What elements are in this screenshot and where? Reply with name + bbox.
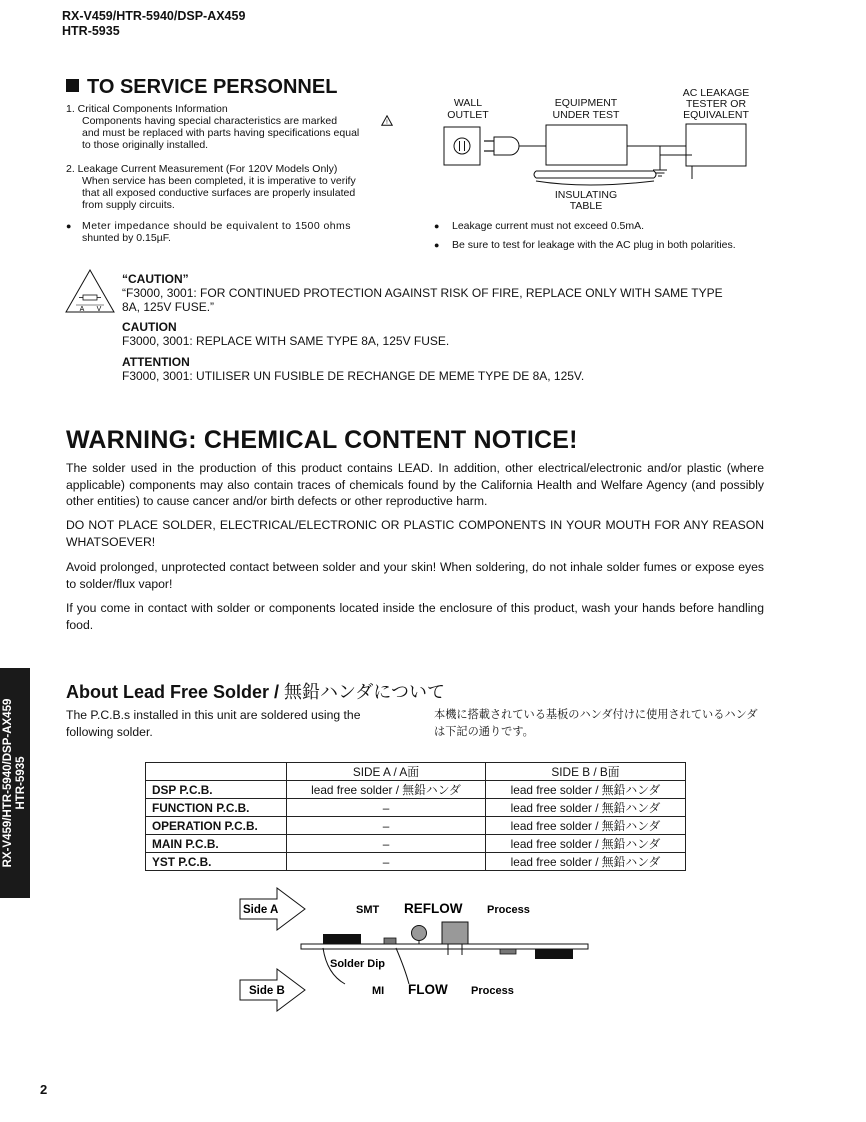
- model-line-1: RX-V459/HTR-5940/DSP-AX459: [62, 9, 246, 23]
- warning-paragraph-4: If you come in contact with solder or components located inside the enclosure of this product, wash your hands before handling food.: [66, 601, 764, 632]
- fuse-caution-icon: [64, 268, 116, 314]
- process-a-label: Process: [487, 904, 530, 916]
- pcb-name-cell: OPERATION P.C.B.: [146, 817, 287, 835]
- lead-free-title: [66, 678, 445, 704]
- lead-free-intro-en: [66, 707, 360, 741]
- leakage-note-2: [434, 239, 774, 251]
- table-header-row: [146, 763, 686, 781]
- side-a-cell: –: [287, 835, 486, 853]
- intro-en-line1: The P.C.B.s installed in this unit are soldered using the: [66, 708, 361, 722]
- smt-label: SMT: [356, 904, 380, 916]
- reflow-label: REFLOW: [404, 901, 463, 916]
- table-row: [146, 799, 686, 817]
- intro-jp-line2: は下記の通りです。: [434, 726, 534, 738]
- item2-heading: 2. Leakage Current Measurement (For 120V Models Only): [66, 163, 338, 175]
- side-a-label: Side A: [243, 904, 279, 916]
- equivalent-label: EQUIVALENT: [683, 109, 749, 121]
- item2-body: [66, 175, 406, 211]
- leakage-measurement-item: [66, 163, 406, 211]
- warning-triangle-icon: [381, 115, 393, 126]
- service-title-text: TO SERVICE PERSONNEL: [87, 76, 338, 98]
- table-row: [146, 817, 686, 835]
- table-row: [146, 835, 686, 853]
- warning-paragraph-2: DO NOT PLACE SOLDER, ELECTRICAL/ELECTRONIC OR PLASTIC COMPONENTS IN YOUR MOUTH FOR ANY REASON WHATSOEVER!: [66, 518, 764, 549]
- side-model-tab: [0, 668, 30, 898]
- equipment-under-test-box: [546, 125, 627, 165]
- solder-dip-label: Solder Dip: [330, 958, 386, 970]
- ac-plug-icon: [484, 137, 519, 155]
- caution-heading-1: “CAUTION”: [122, 272, 189, 286]
- bullet1-line1: Meter impedance should be equivalent to 1500 ohms: [82, 220, 351, 232]
- leakage-test-diagram: [430, 82, 770, 214]
- fuse-icon-a-label: A: [79, 306, 85, 313]
- solder-process-diagram: [235, 884, 605, 1012]
- warning-paragraph-3: Avoid prolonged, unprotected contact between solder and your skin! When soldering, do not inhale solder fumes or expose eyes to solder/flux vapor!: [66, 560, 764, 591]
- flow-label: FLOW: [408, 982, 448, 997]
- wall-outlet-box: [444, 127, 480, 165]
- side-a-cell: –: [287, 853, 486, 871]
- critical-components-item: [66, 103, 396, 151]
- side-a-cell: –: [287, 817, 486, 835]
- insulating-label: INSULATING: [554, 189, 618, 201]
- item2-line3: from supply circuits.: [82, 199, 175, 211]
- header-blank-cell: [146, 763, 287, 781]
- table-row: [146, 853, 686, 871]
- caution-text-2: F3000, 3001: REPLACE WITH SAME TYPE 8A, 125V FUSE.: [122, 334, 450, 348]
- pcb-name-cell: MAIN P.C.B.: [146, 835, 287, 853]
- intro-en-line2: following solder.: [66, 725, 153, 739]
- item1-line2: and must be replaced with parts having specifications equal: [82, 127, 360, 139]
- side-tab-line2: HTR-5935: [15, 756, 27, 810]
- svg-text:!: !: [386, 120, 388, 126]
- document-header: [62, 9, 245, 39]
- table-row: [146, 781, 686, 799]
- lead-free-intro-jp: [434, 707, 758, 741]
- bullet-dot-icon: ●: [434, 221, 440, 231]
- bullet-dot-icon: ●: [434, 240, 440, 250]
- caution-text-1b: 8A, 125V FUSE.”: [122, 300, 215, 314]
- caution-notes: [122, 272, 723, 383]
- side-b-cell: lead free solder / 無鉛ハンダ: [486, 781, 686, 799]
- pcb-name-cell: YST P.C.B.: [146, 853, 287, 871]
- meter-impedance-bullet: [66, 220, 406, 244]
- header-side-b: SIDE B / B面: [486, 763, 686, 781]
- ac-leakage-label: AC LEAKAGE: [682, 87, 750, 99]
- mi-label: MI: [372, 985, 385, 997]
- item1-line3: to those originally installed.: [82, 139, 209, 151]
- warning-title: WARNING: CHEMICAL CONTENT NOTICE!: [66, 426, 578, 454]
- fuse-icon-v-label: V: [96, 306, 102, 313]
- item1-line1: Components having special characteristics are marked: [82, 115, 338, 127]
- lead-free-title-jp: 無鉛ハンダについて: [284, 682, 445, 702]
- tester-or-label: TESTER OR: [685, 98, 747, 110]
- item2-line1: When service has been completed, it is imperative to verify: [82, 175, 356, 187]
- side-a-cell: –: [287, 799, 486, 817]
- outlet-socket-icon: [454, 138, 470, 154]
- attention-text: F3000, 3001: UTILISER UN FUSIBLE DE RECHANGE DE MEME TYPE DE 8A, 125V.: [122, 369, 585, 383]
- pcb-board-shape: [301, 922, 588, 959]
- side-tab-text: [2, 699, 28, 868]
- side-b-cell: lead free solder / 無鉛ハンダ: [486, 835, 686, 853]
- under-test-label: UNDER TEST: [552, 109, 620, 121]
- equipment-label: EQUIPMENT: [554, 97, 618, 109]
- diagram-notes: [434, 220, 774, 251]
- process-b-label: Process: [471, 985, 514, 997]
- solder-table: [145, 762, 686, 871]
- leakage-note-2-text: Be sure to test for leakage with the AC plug in both polarities.: [452, 239, 736, 251]
- lead-free-title-en: About Lead Free Solder /: [66, 682, 285, 702]
- item2-line2: that all exposed conductive surfaces are properly insulated: [82, 187, 356, 199]
- item1-body: [66, 115, 396, 151]
- side-b-cell: lead free solder / 無鉛ハンダ: [486, 799, 686, 817]
- ac-leakage-tester-box: [686, 124, 746, 166]
- bullet-dot-icon: ●: [66, 221, 72, 231]
- page-number: 2: [40, 1082, 48, 1097]
- side-b-cell: lead free solder / 無鉛ハンダ: [486, 817, 686, 835]
- leakage-note-1-text: Leakage current must not exceed 0.5mA.: [452, 220, 645, 232]
- wall-label: WALL: [453, 97, 483, 109]
- pcb-name-cell: DSP P.C.B.: [146, 781, 287, 799]
- side-b-cell: lead free solder / 無鉛ハンダ: [486, 853, 686, 871]
- model-line-2: HTR-5935: [62, 24, 120, 38]
- item1-heading: 1. Critical Components Information: [66, 103, 228, 115]
- attention-heading: ATTENTION: [122, 355, 190, 369]
- side-tab-line1: RX-V459/HTR-5940/DSP-AX459: [2, 698, 14, 868]
- insulating-table-shape: [534, 171, 656, 185]
- header-side-a: SIDE A / A面: [287, 763, 486, 781]
- bullet1-line2: shunted by 0.15µF.: [82, 232, 171, 244]
- side-a-cell: lead free solder / 無鉛ハンダ: [287, 781, 486, 799]
- side-b-label: Side B: [249, 985, 285, 997]
- intro-jp-line1: 本機に搭載されている基板のハンダ付けに使用されているハンダ: [434, 709, 758, 721]
- table-label: TABLE: [569, 200, 603, 212]
- caution-heading-2: CAUTION: [122, 320, 177, 334]
- pcb-name-cell: FUNCTION P.C.B.: [146, 799, 287, 817]
- warning-paragraph-1: The solder used in the production of this product contains LEAD. In addition, other electrical/electronic and/or plastic (where applicable) components may also contain traces of chemicals found by the California Health and Welfare Agency (and possibly other entities) to cause cancer and/or birth defects or other reproductive harm.: [66, 461, 764, 508]
- square-bullet-icon: [66, 79, 79, 92]
- service-section-title: [66, 76, 337, 99]
- outlet-label: OUTLET: [447, 109, 489, 121]
- leakage-note-1: [434, 220, 774, 239]
- ground-symbol-icon: [653, 162, 667, 176]
- caution-text-1a: “F3000, 3001: FOR CONTINUED PROTECTION AGAINST RISK OF FIRE, REPLACE ONLY WITH SAME TYPE: [122, 286, 723, 300]
